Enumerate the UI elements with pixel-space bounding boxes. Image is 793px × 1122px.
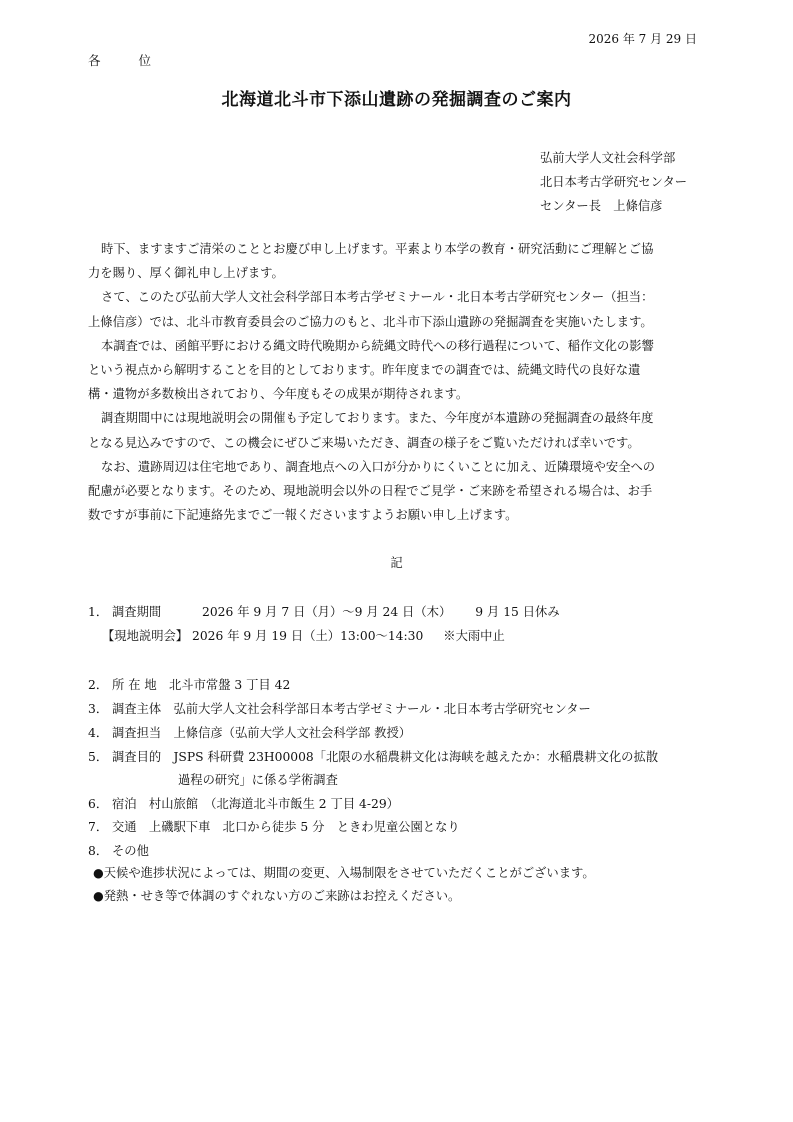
item-number: 2． <box>88 678 109 692</box>
item-text: 交通 上磯駅下車 北口から徒歩 5 分 ときわ児童公園となり <box>112 820 460 834</box>
item-extra: 9 月 15 日休み <box>475 605 560 619</box>
paragraph-notice <box>88 455 708 528</box>
addressee-part-a: 各 <box>88 53 103 68</box>
item-access <box>88 815 460 839</box>
body-line: となる見込みですので、この機会にぜひご来場いただき、調査の様子をご覧いただければ幸いです。 <box>88 435 640 450</box>
item-text: 所 在 地 北斗市常盤 3 丁目 42 <box>112 678 291 692</box>
item-label: 【現地説明会】 <box>102 629 189 643</box>
item-number: 4． <box>88 726 109 740</box>
body-line: さて、このたび弘前大学人文社会科学部日本考古学ゼミナール・北日本考古学研究センター（担当： <box>101 290 654 305</box>
item-organizer <box>88 697 591 721</box>
record-heading: 記 <box>390 556 403 570</box>
addressee-part-b: 位 <box>138 53 154 68</box>
document-title: 北海道北斗市下添山遺跡の発掘調査のご案内 <box>221 90 572 110</box>
item-text: その他 <box>112 844 149 858</box>
body-line: 本調査では、函館平野における縄文時代晩期から続縄文時代への移行過程について、稲作文化の影響 <box>101 338 654 353</box>
item-purpose <box>88 745 658 769</box>
item-text: 宿泊 村山旅館 （北海道北斗市飯生 2 丁目 4-29） <box>112 797 399 811</box>
body-line: 数ですが事前に下記連絡先までご一報くださいますようお願い申し上げます。 <box>88 508 518 523</box>
item-number: 5． <box>88 750 109 764</box>
addressee <box>88 51 153 69</box>
item-lodging <box>88 792 399 816</box>
paragraph-briefing <box>88 406 708 454</box>
body-line: 力を賜り、厚く御礼申し上げます。 <box>88 266 284 281</box>
item-value: 2026 年 9 月 7 日（月）～9 月 24 日（木） <box>202 605 452 619</box>
sender-faculty: 弘前大学人文社会科学部 <box>540 151 676 165</box>
body-line: なお、遺跡周辺は住宅地であり、調査地点への入口が分かりにくいことに加え、近隣環境や安全への <box>101 459 656 474</box>
item-number: 1． <box>88 605 109 619</box>
body-line: 調査期間中には現地説明会の開催も予定しております。また、今年度が本遺跡の発掘調査の最終年度 <box>101 411 654 426</box>
item-survey-period <box>88 600 560 624</box>
item-site-briefing <box>88 624 505 648</box>
item-number: 8． <box>88 844 109 858</box>
paragraph-purpose <box>88 334 708 407</box>
letter-body <box>88 237 708 527</box>
paragraph-greeting <box>88 237 708 285</box>
item-location <box>88 673 290 697</box>
item-number: 6． <box>88 797 109 811</box>
item-text: 調査担当 上條信彦（弘前大学人文社会科学部 教授） <box>112 726 412 740</box>
item-other <box>88 839 149 863</box>
item-value: 2026 年 9 月 19 日（土）13:00～14:30 <box>192 629 424 643</box>
item-purpose-continued: 過程の研究」に係る学術調査 <box>178 773 338 787</box>
item-label: 調査期間 <box>112 605 162 619</box>
sender-center: 北日本考古学研究センター <box>540 175 688 189</box>
item-person-in-charge <box>88 721 411 745</box>
item-text: 調査目的 JSPS 科研費 23H00008「北限の水稲農耕文化は海峡を越えたか：水稲農耕文化の拡散 <box>112 750 659 764</box>
item-text: 調査主体 弘前大学人文社会科学部日本考古学ゼミナール・北日本考古学研究センター <box>112 702 591 716</box>
body-line: という視点から解明することを目的としております。昨年度までの調査では、続縄文時代の良好な遺 <box>88 363 641 378</box>
paragraph-announcement <box>88 285 708 333</box>
item-extra: ※大雨中止 <box>443 629 505 643</box>
item-number: 3． <box>88 702 109 716</box>
note-health: ●発熱・せき等で体調のすぐれない方のご来跡はお控えください。 <box>93 889 461 903</box>
body-line: 構・遺物が多数検出されており、今年度もその成果が期待されます。 <box>88 387 469 402</box>
sender-director: センター長 上條信彦 <box>540 199 663 213</box>
document-date: 2026 年 7 月 29 日 <box>588 32 697 46</box>
body-line: 時下、ますますご清栄のこととお慶び申し上げます。平素より本学の教育・研究活動にご理解とご協 <box>101 242 654 256</box>
body-line: 上條信彦）では、北斗市教育委員会のご協力のもと、北斗市下添山遺跡の発掘調査を実施いたします。 <box>88 314 653 329</box>
body-line: 配慮が必要となります。そのため、現地説明会以外の日程でご見学・ご来跡を希望される場合は、お手 <box>88 484 653 499</box>
note-schedule-change: ●天候や進捗状況によっては、期間の変更、入場制限をさせていただくことがございます。 <box>93 866 595 880</box>
item-number: 7． <box>88 820 109 834</box>
